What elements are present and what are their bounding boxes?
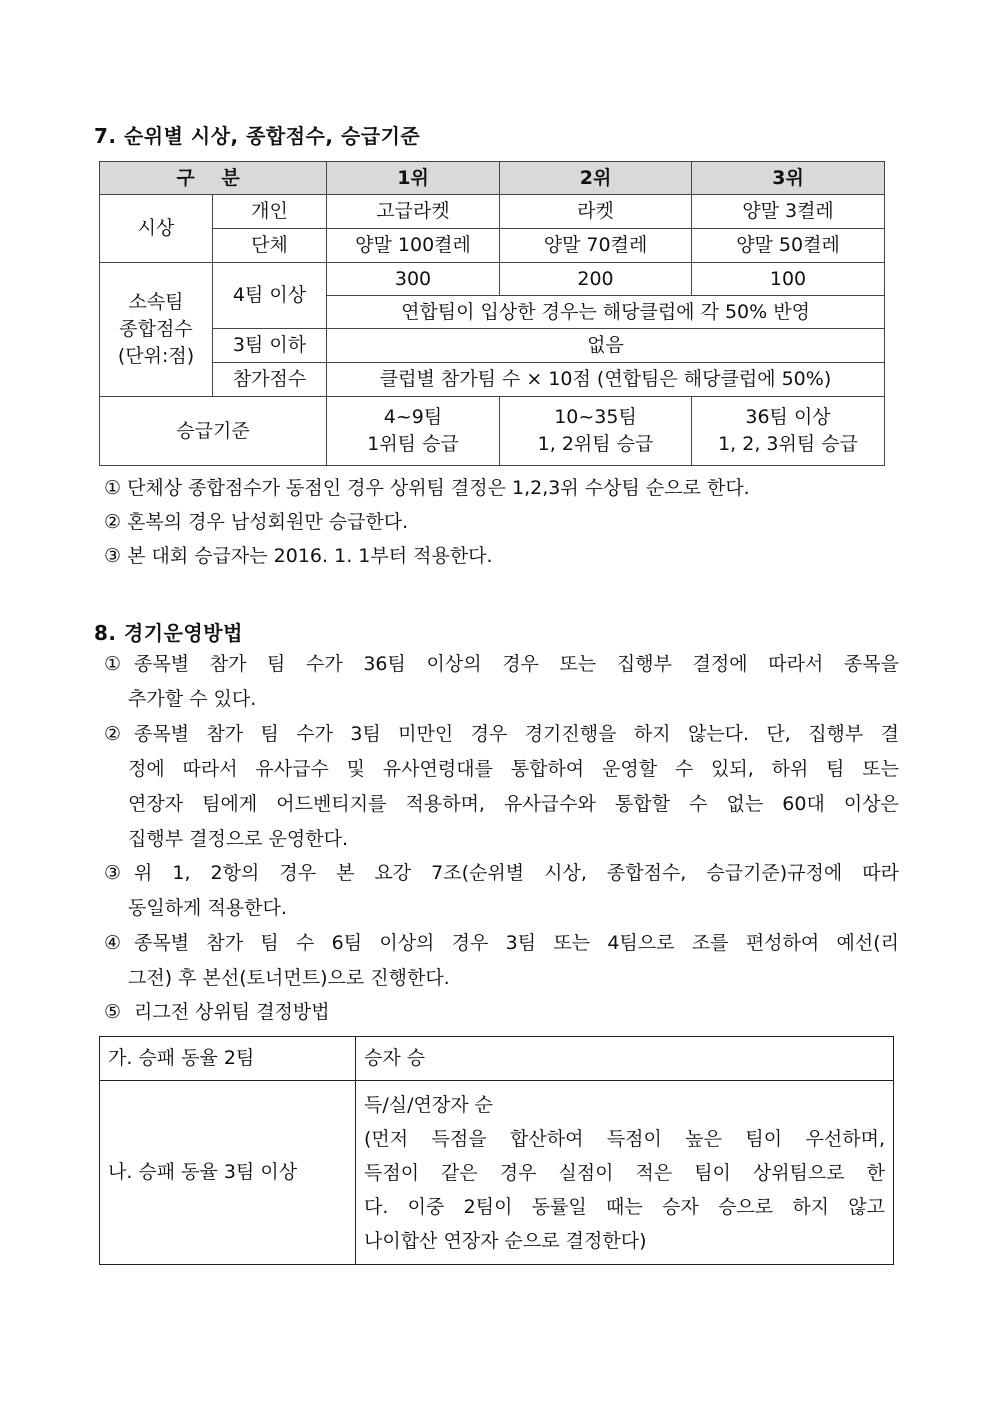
promotion-rank-3 (692, 397, 885, 466)
section-7-title: 7. 순위별 시상, 종합점수, 승급기준 (94, 124, 421, 148)
league-row-2-value (356, 1081, 894, 1265)
participation-row (100, 363, 885, 397)
header-rank-3: 3위 (692, 162, 885, 195)
rule-3-line-2: 동일하게 적용한다. (128, 897, 287, 919)
promotion-3-rule: 1, 2, 3위팀 승급 (718, 433, 858, 455)
three-minus-label: 3팀 이하 (213, 329, 327, 363)
section-8-title: 8. 경기운영방법 (94, 621, 243, 645)
promotion-rank-1 (327, 397, 500, 466)
three-minus-row (100, 329, 885, 363)
award-team-row (100, 229, 885, 263)
header-category: 구 분 (100, 162, 327, 195)
league-row-2 (100, 1081, 894, 1265)
rule-4-line-1: ④ 종목별 참가 팀 수 6팀 이상의 경우 3팀 또는 4팀으로 조를 편성하여 예선(리 (104, 932, 899, 954)
score-four-plus-row (100, 263, 885, 296)
awards-table-header (100, 162, 885, 195)
league-row-2-label: 나. 승패 동율 3팀 이상 (100, 1081, 356, 1265)
league-row-1-label: 가. 승패 동율 2팀 (100, 1037, 356, 1081)
joint-team-note: 연합팀이 입상한 경우는 해당클럽에 각 50% 반영 (327, 296, 885, 329)
three-minus-value: 없음 (327, 329, 885, 363)
league-tiebreak-table (99, 1036, 894, 1265)
rule-3-line-1: ③ 위 1, 2항의 경우 본 요강 7조(순위별 시상, 종합점수, 승급기준)규정에 따라 (104, 862, 899, 884)
header-rank-2: 2위 (500, 162, 692, 195)
rule-item-5 (104, 995, 899, 1030)
individual-label: 개인 (213, 195, 327, 229)
league-row-2-line-1: 득/실/연장자 순 (364, 1093, 493, 1116)
league-row-1-value: 승자 승 (356, 1037, 894, 1081)
score-label (100, 263, 213, 397)
league-row-2-line-5: 나이합산 연장자 순으로 결정한다) (364, 1229, 647, 1252)
individual-rank-1: 고급라켓 (327, 195, 500, 229)
team-rank-2: 양말 70켤레 (500, 229, 692, 263)
league-row-2-line-4: 다. 이중 2팀이 동률일 때는 승자 승으로 하지 않고 (364, 1195, 885, 1218)
rule-2-line-1: ② 종목별 참가 팀 수가 3팀 미만인 경우 경기진행을 하지 않는다. 단, 집행부 결 (104, 723, 899, 745)
participation-value: 클럽별 참가팀 수 × 10점 (연합팀은 해당클럽에 50%) (327, 363, 885, 397)
individual-rank-2: 라켓 (500, 195, 692, 229)
score-label-line-1: 소속팀 (128, 291, 184, 313)
rule-1-line-1: ① 종목별 참가 팀 수가 36팀 이상의 경우 또는 집행부 결정에 따라서 종목을 (104, 653, 899, 675)
four-plus-label: 4팀 이상 (213, 263, 327, 329)
note-3: ③ 본 대회 승급자는 2016. 1. 1부터 적용한다. (104, 545, 493, 567)
rule-2-line-2: 정에 따라서 유사급수 및 유사연령대를 통합하여 운영할 수 있되, 하위 팀 또는 (128, 758, 899, 780)
promotion-rank-2 (500, 397, 692, 466)
league-row-2-line-2: (먼저 득점을 합산하여 득점이 높은 팀이 우선하며, (364, 1127, 885, 1150)
score-label-line-3: (단위:점) (117, 345, 195, 367)
award-individual-row (100, 195, 885, 229)
promotion-1-rule: 1위팀 승급 (367, 433, 459, 455)
score-label-line-2: 종합점수 (119, 318, 193, 340)
rule-item-4 (104, 926, 899, 996)
promotion-3-teams: 36팀 이상 (745, 406, 831, 428)
league-row-2-line-3: 득점이 같은 경우 실점이 적은 팀이 상위팀으로 한 (364, 1161, 885, 1184)
promotion-row (100, 397, 885, 466)
four-plus-rank-3: 100 (692, 263, 885, 296)
awards-table (99, 161, 885, 466)
team-rank-3: 양말 50켤레 (692, 229, 885, 263)
promotion-2-teams: 10~35팀 (554, 406, 637, 428)
four-plus-rank-1: 300 (327, 263, 500, 296)
rule-item-1 (104, 647, 899, 717)
award-label: 시상 (100, 195, 213, 263)
four-plus-rank-2: 200 (500, 263, 692, 296)
individual-rank-3: 양말 3켤레 (692, 195, 885, 229)
team-rank-1: 양말 100켤레 (327, 229, 500, 263)
rule-2-line-4: 집행부 결정으로 운영한다. (128, 828, 349, 850)
rule-4-line-2: 그전) 후 본선(토너먼트)으로 진행한다. (128, 967, 450, 989)
league-row-1 (100, 1037, 894, 1081)
team-label: 단체 (213, 229, 327, 263)
rule-item-2 (104, 717, 899, 857)
promotion-2-rule: 1, 2위팀 승급 (537, 433, 654, 455)
rule-item-3 (104, 856, 899, 926)
note-1: ① 단체상 종합점수가 동점인 경우 상위팀 결정은 1,2,3위 수상팀 순으로 한다. (104, 477, 750, 499)
note-2: ② 혼복의 경우 남성회원만 승급한다. (104, 511, 409, 533)
rule-2-line-3: 연장자 팀에게 어드벤티지를 적용하며, 유사급수와 통합할 수 없는 60대 이상은 (128, 793, 899, 815)
promotion-1-teams: 4~9팀 (383, 406, 443, 428)
rule-1-line-2: 추가할 수 있다. (128, 688, 257, 710)
promotion-label: 승급기준 (100, 397, 327, 466)
participation-label: 참가점수 (213, 363, 327, 397)
header-rank-1: 1위 (327, 162, 500, 195)
rule-5-line-1: ⑤ 리그전 상위팀 결정방법 (104, 1001, 330, 1023)
